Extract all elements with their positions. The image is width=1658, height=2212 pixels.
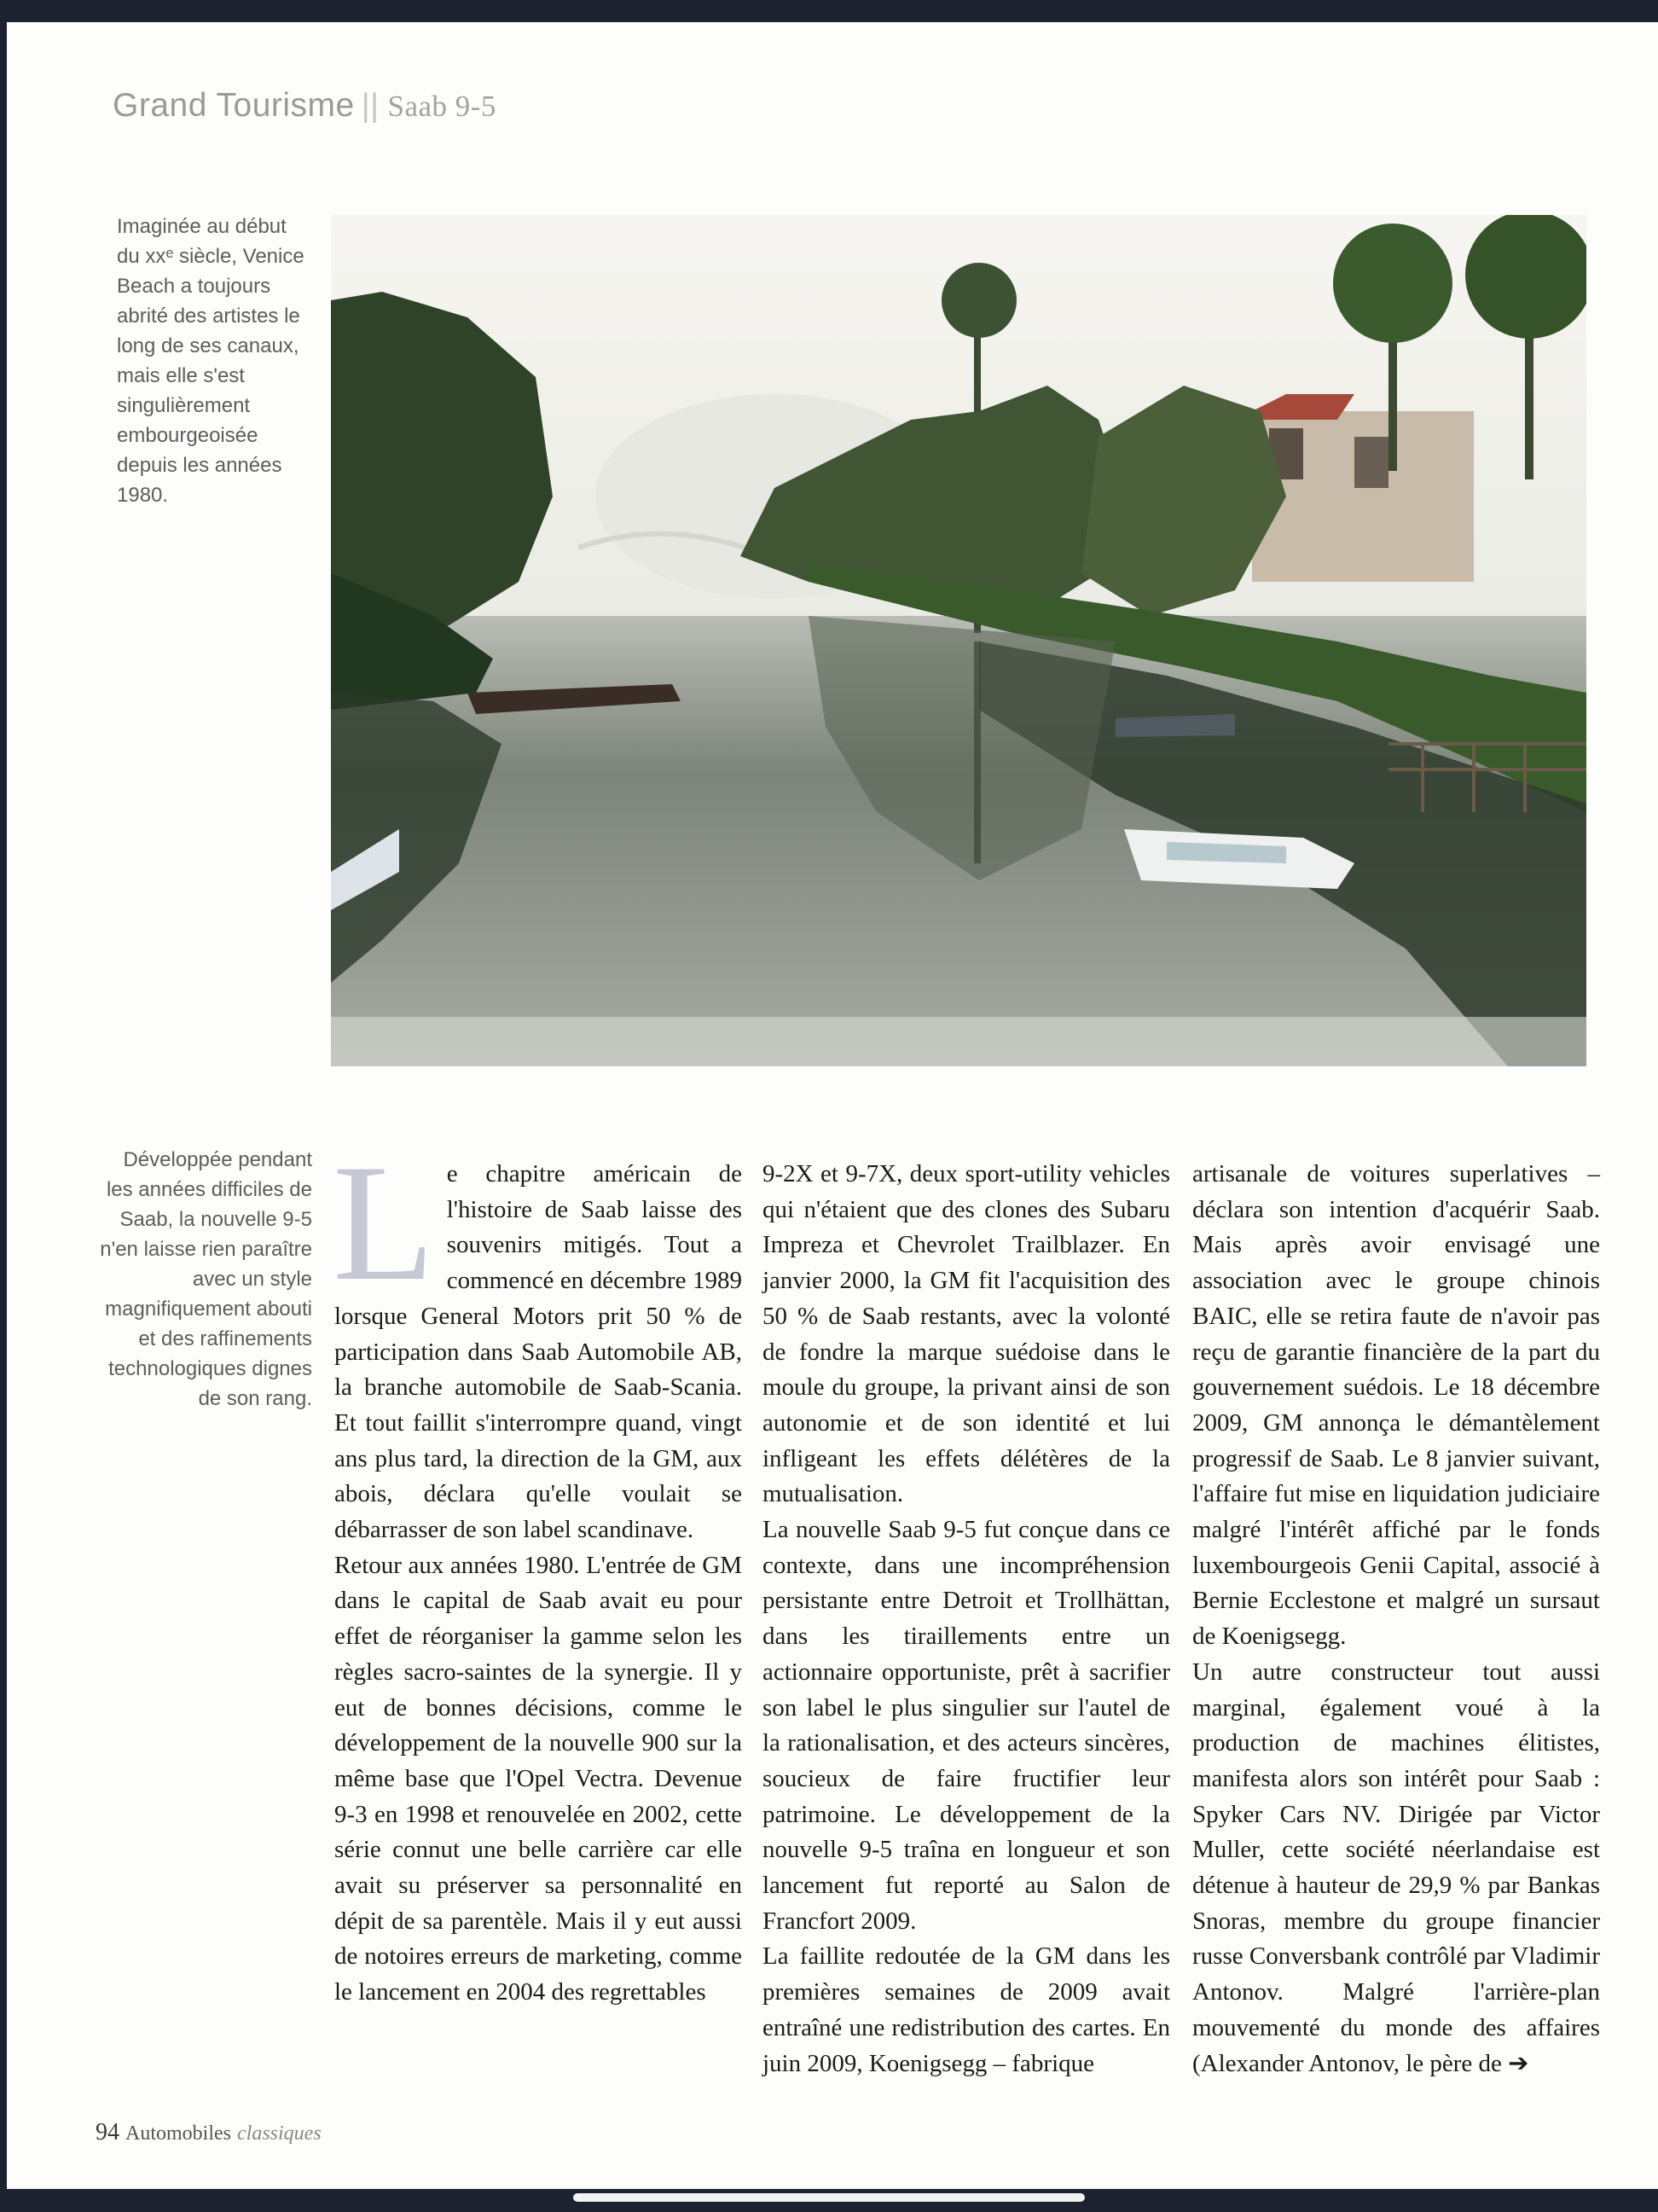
- magazine-name-italic: classiques: [237, 2122, 322, 2145]
- article-paragraph: Un autre constructeur tout aussi marginal, également voué à la production de machines élitistes, manifesta alors son intérêt pour Saab : Spyker Cars NV. Dirigée par Victor Muller, cette société néerlandaise est détenue à hauteur de 29,9 % par Bankas Snoras, membre du groupe financier russe Conversbank contrôlé par Vladimir Antonov. Malgré l'arrière-plan mouvementé du monde des affaires (Alexander Antonov, le père de ➔: [1192, 1658, 1600, 2077]
- article-paragraph: [333, 1130, 742, 1548]
- magazine-page: [7, 22, 1658, 2189]
- model-title: Saab 9-5: [387, 90, 496, 123]
- article-column-3: [1192, 1157, 1600, 2081]
- section-title: Grand Tourisme: [113, 87, 355, 124]
- article-paragraph: La faillite redoutée de la GM dans les premières semaines de 2009 avait entraîné une redistribution des cartes. En juin 2009, Koenigsegg – fabrique: [762, 1942, 1170, 2077]
- magazine-name: Automobiles: [125, 2122, 231, 2145]
- article-paragraph: artisanale de voitures superlatives – déclara son intention d'acquérir Saab. Mais après avoir envisagé une association avec le groupe chinois BAIC, elle se retira faute de n'avoir pas reçu de garantie financière de la part du gouvernement suédois. Le 18 décembre 2009, GM annonça le démantèlement progressif de Saab. Le 8 janvier suivant, l'affaire fut mise en liquidation judiciaire malgré l'intérêt affiché par le fonds luxembourgeois Genii Capital, associé à Bernie Ecclestone et malgré un sursaut de Koenigsegg.: [1192, 1160, 1600, 1651]
- photo-caption: Imaginée au début du xxᵉ siècle, Venice Beach a toujours abrité des artistes le long de ses canaux, mais elle s'est singulièrement embourgeoisée depuis les années 1980.: [117, 215, 304, 507]
- header-separator: ||: [361, 88, 380, 124]
- venice-canal-photo: [331, 215, 1586, 1066]
- paragraph-text: e chapitre américain de l'histoire de Saab laisse des souvenirs mitigés. Tout a commencé en décembre 1989 lorsque General Motors prit 50 % de participation dans Saab Automobile AB, la branche automobile de Saab-Scania. Et tout faillit s'interrompre quand, vingt ans plus tard, la direction de la GM, aux abois, déclara qu'elle voulait se débarrasser de son label scandinave.: [334, 1160, 742, 1544]
- article-column-2: [762, 1157, 1170, 2081]
- article-paragraph: Retour aux années 1980. L'entrée de GM dans le capital de Saab avait eu pour effet de réorganiser la gamme selon les règles sacro-saintes de la synergie. Il y eut de bonnes décisions, comme le développement de la nouvelle 900 sur la même base que l'Opel Vectra. Devenue 9-3 en 1998 et renouvelée en 2002, cette série connut une belle carrière car elle avait su préserver sa personnalité en dépit de sa parentèle. Mais il y eut aussi de notoires erreurs de marketing, comme le lancement en 2004 des regrettables: [334, 1551, 742, 2006]
- home-indicator[interactable]: [573, 2193, 1085, 2202]
- page-number: 94: [96, 2119, 119, 2145]
- top-bar: [0, 0, 1658, 22]
- drop-cap: L: [333, 1130, 435, 1315]
- article-column-1: [333, 1130, 742, 2011]
- article-paragraph: 9-2X et 9-7X, deux sport-utility vehicles qui n'étaient que des clones des Subaru Impreza et Chevrolet Trailblazer. En janvier 2000, la GM fit l'acquisition des 50 % de Saab restants, avec la volonté de fondre la marque suédoise dans le moule du groupe, la privant ainsi de son autonomie et de son identité et lui infligeant les effets délétères de la mutualisation.: [762, 1160, 1170, 1508]
- page-footer: [96, 2119, 322, 2146]
- side-caption: Développée pendant les années difficiles de Saab, la nouvelle 9-5 n'en laisse rien paraître avec un style magnifiquement abouti et des raffinements technologiques dignes de son rang.: [100, 1148, 312, 1410]
- article-paragraph: La nouvelle Saab 9-5 fut conçue dans ce contexte, dans une incompréhension persistante entre Detroit et Trollhättan, dans les tiraillements entre un actionnaire opportuniste, prêt à sacrifier son label le plus singulier sur l'autel de la rationalisation, et des acteurs sincères, soucieux de faire fructifier leur patrimoine. Le développement de la nouvelle 9-5 traîna en longueur et son lancement fut reporté au Salon de Francfort 2009.: [762, 1516, 1170, 1935]
- page-header: [113, 87, 496, 125]
